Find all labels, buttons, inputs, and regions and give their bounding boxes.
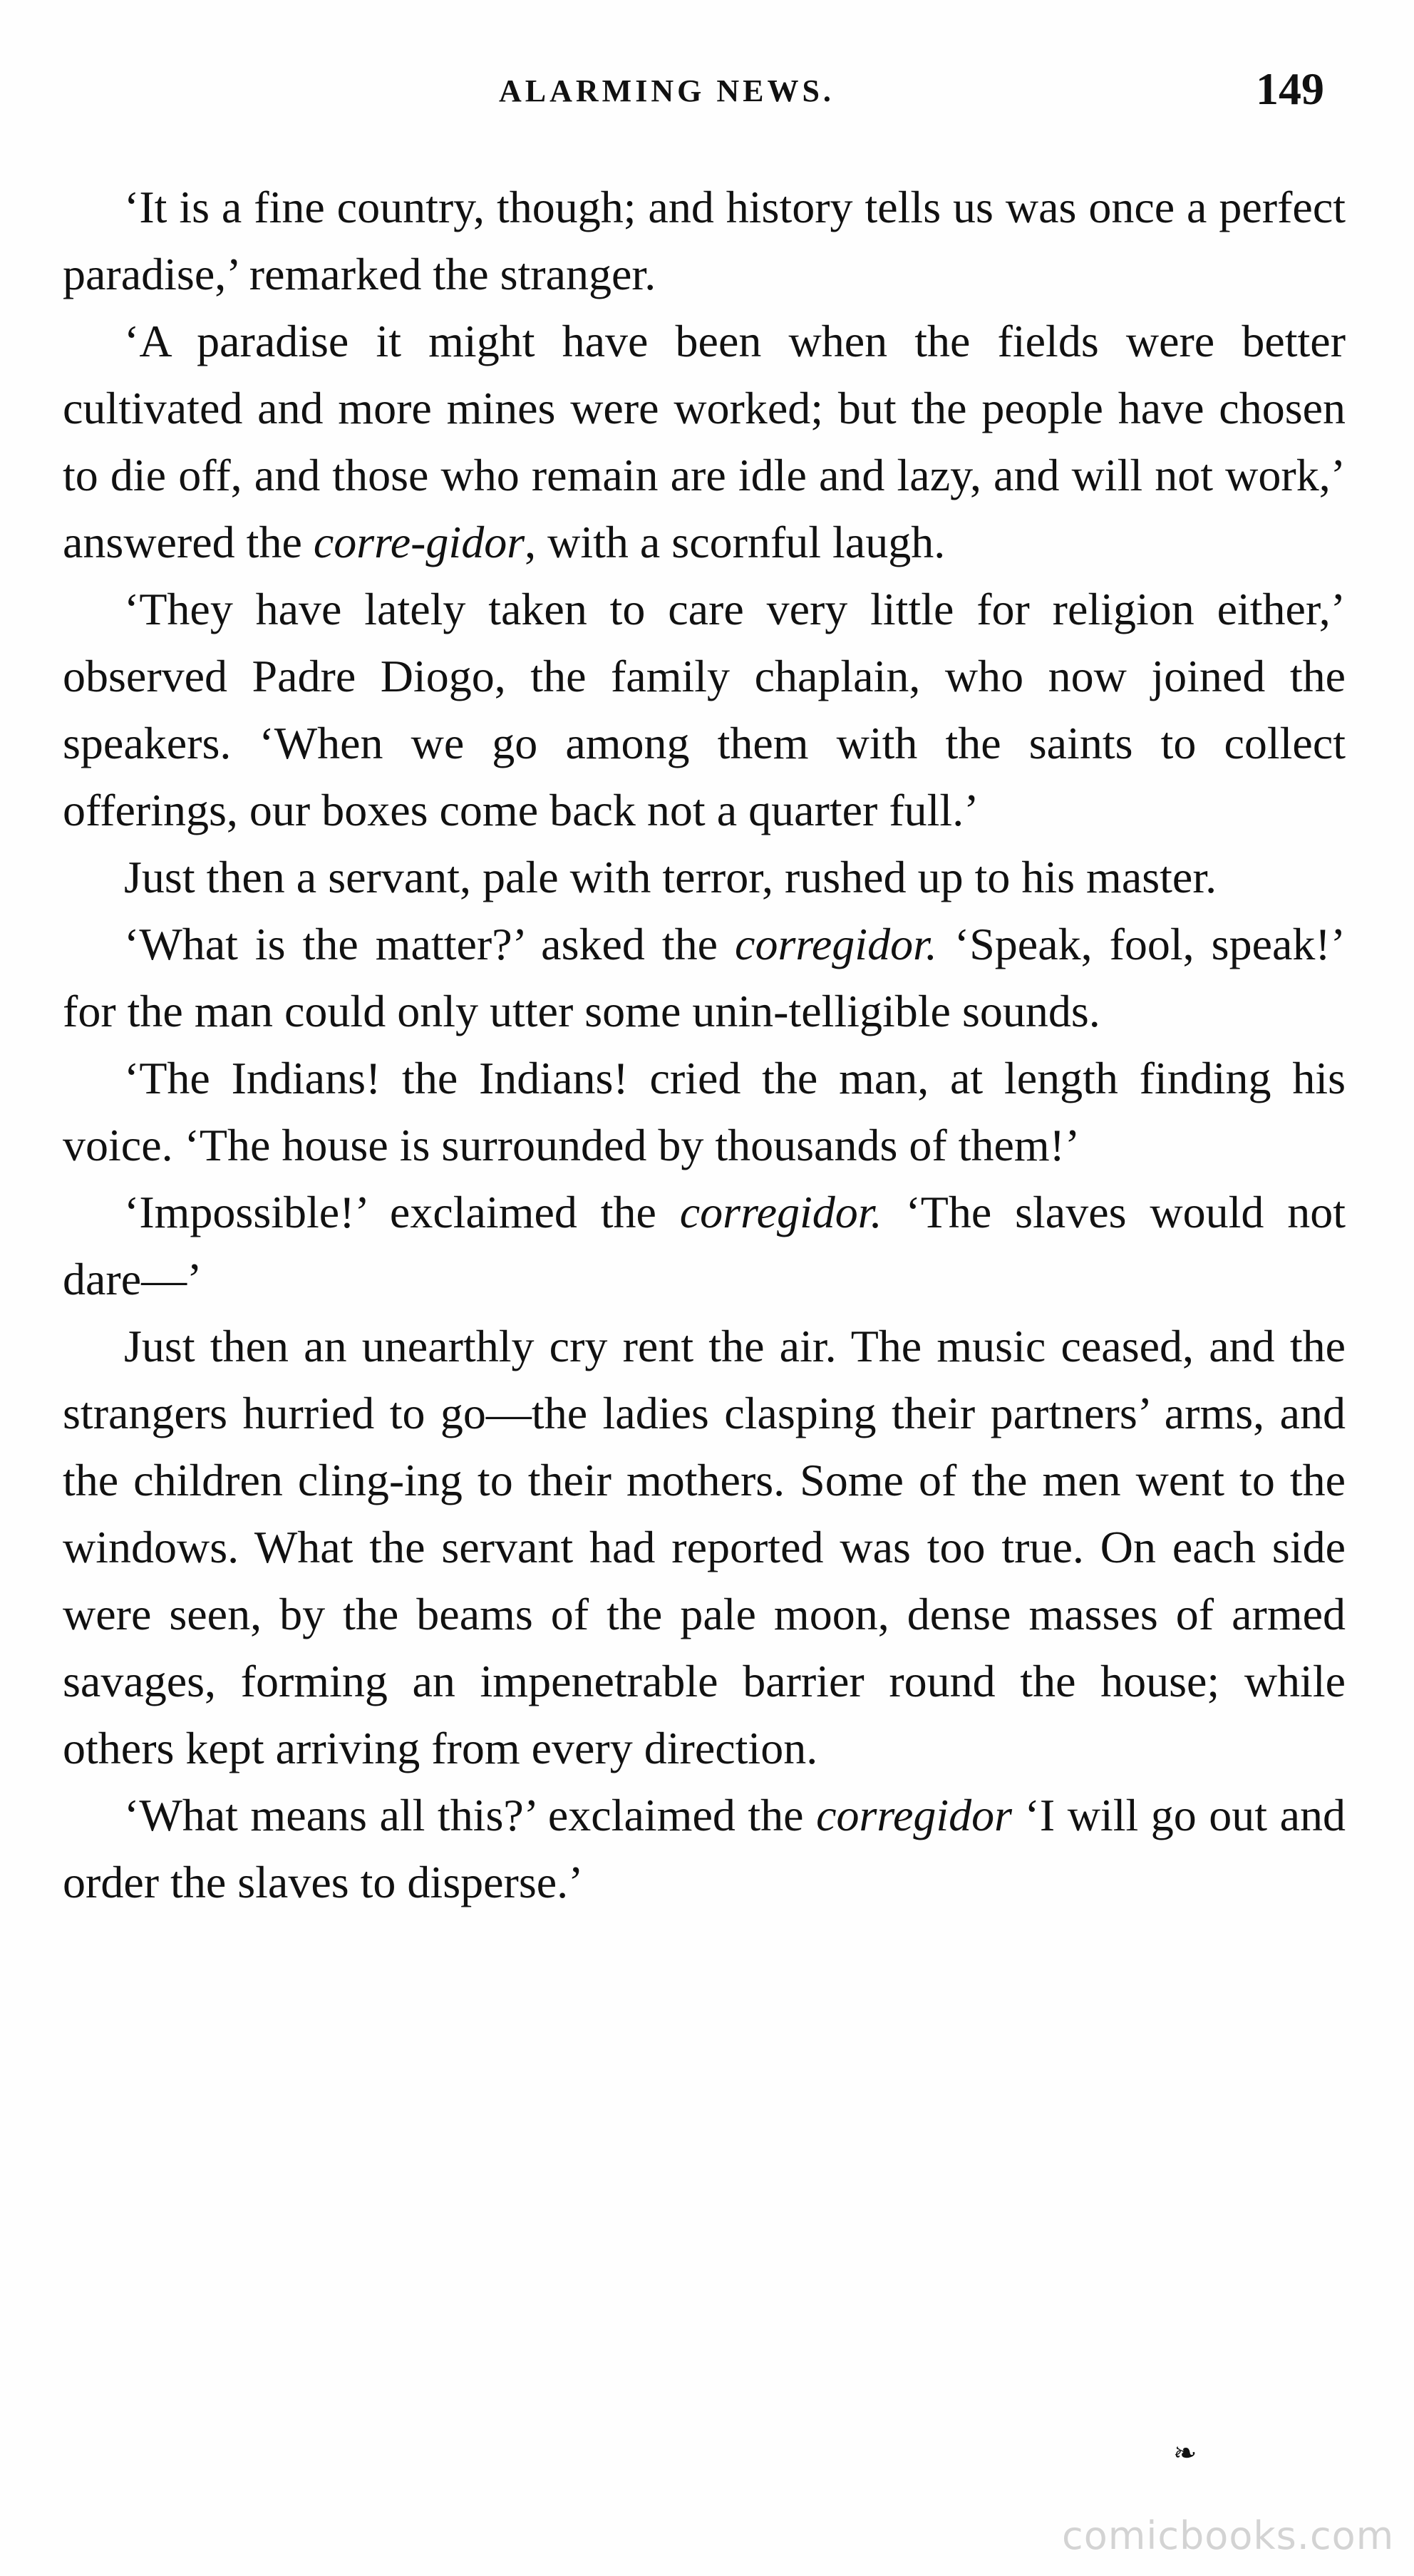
paragraph [63, 1313, 1346, 1782]
page-number: 149 [1256, 63, 1324, 114]
text-run: ‘I will go out and order the slaves to disperse.’ [63, 1790, 1346, 1907]
italic-term: corre-gidor [313, 517, 525, 567]
paragraph [63, 174, 1346, 308]
text-run: ‘A paradise it might have been when the fields were better cultivated and more mines were worked; but the people have chosen to die off, and those who remain are idle and lazy, and will not work,’ answered the [63, 316, 1346, 567]
paragraph [63, 308, 1346, 576]
text-run: ‘The slaves would not dare—’ [63, 1187, 1346, 1304]
end-ornament: ❧ [1173, 2437, 1197, 2469]
text-run: ‘It is a fine country, though; and history tells us was once a perfect paradise,’ remarked the stranger. [63, 182, 1346, 299]
running-title: ALARMING NEWS. [499, 73, 835, 108]
paragraph [63, 911, 1346, 1045]
italic-term: corregidor. [679, 1187, 882, 1237]
italic-term: corregidor [816, 1790, 1013, 1840]
body-text [63, 174, 1346, 1916]
running-head [0, 63, 1414, 120]
text-run: ‘Speak, fool, speak!’ for the man could only utter some unin-telligible sounds. [63, 919, 1346, 1036]
text-run: ‘What is the matter?’ asked the [124, 919, 736, 969]
watermark: comicbooks.com [1062, 2513, 1395, 2558]
text-run: Just then a servant, pale with terror, rushed up to his master. [124, 852, 1217, 902]
paragraph [63, 1179, 1346, 1313]
paragraph [63, 1045, 1346, 1179]
text-run: ‘What means all this?’ exclaimed the [124, 1790, 817, 1840]
paragraph [63, 844, 1346, 911]
text-run: Just then an unearthly cry rent the air. The music ceased, and the strangers hurried to go—the ladies clasping their partners’ arms, and the children cling-ing to their mothers. Some of the men went to the windows. What the servant had reported was too true. On each side were seen, by the beams of the pale moon, dense masses of armed savages, forming an impenetrable barrier round the house; while others kept arriving from every direction. [63, 1321, 1346, 1773]
text-run: ‘The Indians! the Indians! cried the man, at length finding his voice. ‘The house is surrounded by thousands of them!’ [63, 1053, 1346, 1170]
text-run: ‘Impossible!’ exclaimed the [124, 1187, 680, 1237]
text-run: , with a scornful laugh. [525, 517, 946, 567]
text-run: ‘They have lately taken to care very little for religion either,’ observed Padre Diogo, the family chaplain, who now joined the speakers. ‘When we go among them with the saints to collect offerings, our boxes come back not a quarter full.’ [63, 584, 1346, 835]
italic-term: corregidor. [735, 919, 937, 969]
paragraph [63, 576, 1346, 844]
paragraph [63, 1782, 1346, 1916]
